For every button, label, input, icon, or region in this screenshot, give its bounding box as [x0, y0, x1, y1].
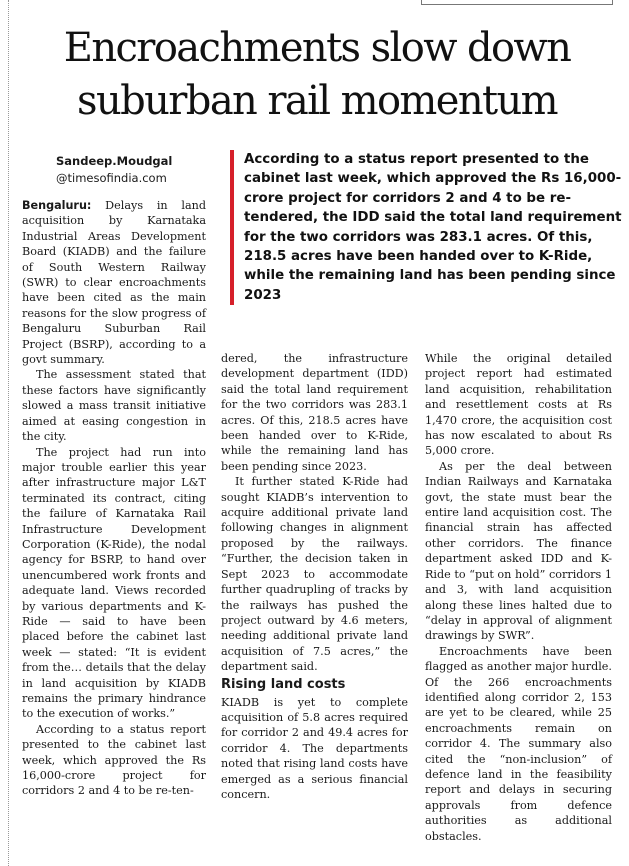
column-rule	[8, 0, 9, 866]
headline-line-1: Encroachments slow down	[63, 25, 571, 71]
paragraph	[22, 198, 206, 367]
pull-quote	[230, 150, 624, 305]
paragraph-text: Delays in land acquisition by Karnataka Industrial Areas Development Board (KIADB) and the failure of South Western Railway (SWR) to clear encroachments have been cited as the main reasons for the slow progress of Bengaluru Suburban Rail Project (BSRP), according to a govt summary.	[22, 199, 206, 367]
top-box-edge	[421, 0, 613, 5]
article-column-1	[22, 198, 206, 799]
paragraph: dered, the infrastructure development department (IDD) said the total land requirement for the two corridors was 283.1 acres. Of this, 218.5 acres have been handed over to K-Ride, while the remaining land has been pending since 2023.	[221, 352, 408, 473]
subhead: Rising land costs	[221, 676, 346, 692]
paragraph: While the original detailed project report had estimated land acquisition, rehabilitation and resettlement costs at Rs 1,470 crore, the acquisition cost has now escalated to about Rs 5,000 crore.	[425, 352, 612, 458]
dateline: Bengaluru:	[22, 199, 92, 212]
paragraph: It further stated K-Ride had sought KIADB’s intervention to acquire additional private land following changes in alignment proposed by the railways. “Further, the decision taken in Sept 2023 to accommodate further quadrupling of tracks by the railways has pushed the project outward by 4.6 meters, needing additional private land acquisition of 7.5 acres,” the department said.	[221, 475, 408, 674]
byline-handle: @timesofindia.com	[56, 171, 167, 185]
headline	[22, 22, 612, 128]
pull-quote-text: According to a status report presented to the cabinet last week, which approved the Rs 16,000-crore project for corridors 2 and 4 to be re-tendered, the IDD said the total land requirement for the two corridors was 283.1 acres. Of this, 218.5 acres have been handed over to K-Ride, while the remaining land has been pending since 2023	[244, 152, 622, 303]
paragraph: KIADB is yet to complete acquisition of 5.8 acres required for corridor 2 and 49.4 acres for corridor 4. The departments noted that rising land costs have emerged as a serious financial concern.	[221, 695, 408, 801]
paragraph: As per the deal between Indian Railways and Karnataka govt, the state must bear the entire land acquisition cost. The financial strain has affected other corridors. The finance department asked IDD and K-Ride to “put on hold” corridors 1 and 3, with land acquisition along these lines halted due to “delay in approval of alignment drawings by SWR”.	[425, 459, 612, 643]
headline-line-2: suburban rail momentum	[77, 78, 557, 124]
paragraph: The project had run into major trouble earlier this year after infrastructure major L&T terminated its contract, citing the failure of Karnataka Rail Infrastructure Development Corporation (K-Ride), the nodal agency for BSRP, to hand over unencumbered work fronts and adequate land. Views recorded by various departments and K-Ride — said to have been placed before the cabinet last week — stated: “It is evident from the… details that the delay in land acquisition by KIADB remains the primary hindrance to the execution of works.”	[22, 445, 206, 721]
article-column-3	[425, 351, 612, 844]
paragraph: Encroachments have been flagged as another major hurdle. Of the 266 encroachments identified along corridor 2, 153 are yet to be cleared, while 25 encroachments remain on corridor 4. The summary also cited the “non-inclusion” of defence land in the feasibility report and delays in securing approvals from defence authorities as additional obstacles.	[425, 644, 612, 843]
paragraph: The assessment stated that these factors have significantly slowed a mass transit initiative aimed at easing congestion in the city.	[22, 368, 206, 444]
byline-author: Sandeep.Moudgal	[56, 154, 173, 168]
article-column-2	[221, 351, 408, 802]
paragraph: According to a status report presented to the cabinet last week, which approved the Rs 16,000-crore project for corridors 2 and 4 to be re-ten-	[22, 722, 206, 798]
byline	[56, 153, 172, 187]
